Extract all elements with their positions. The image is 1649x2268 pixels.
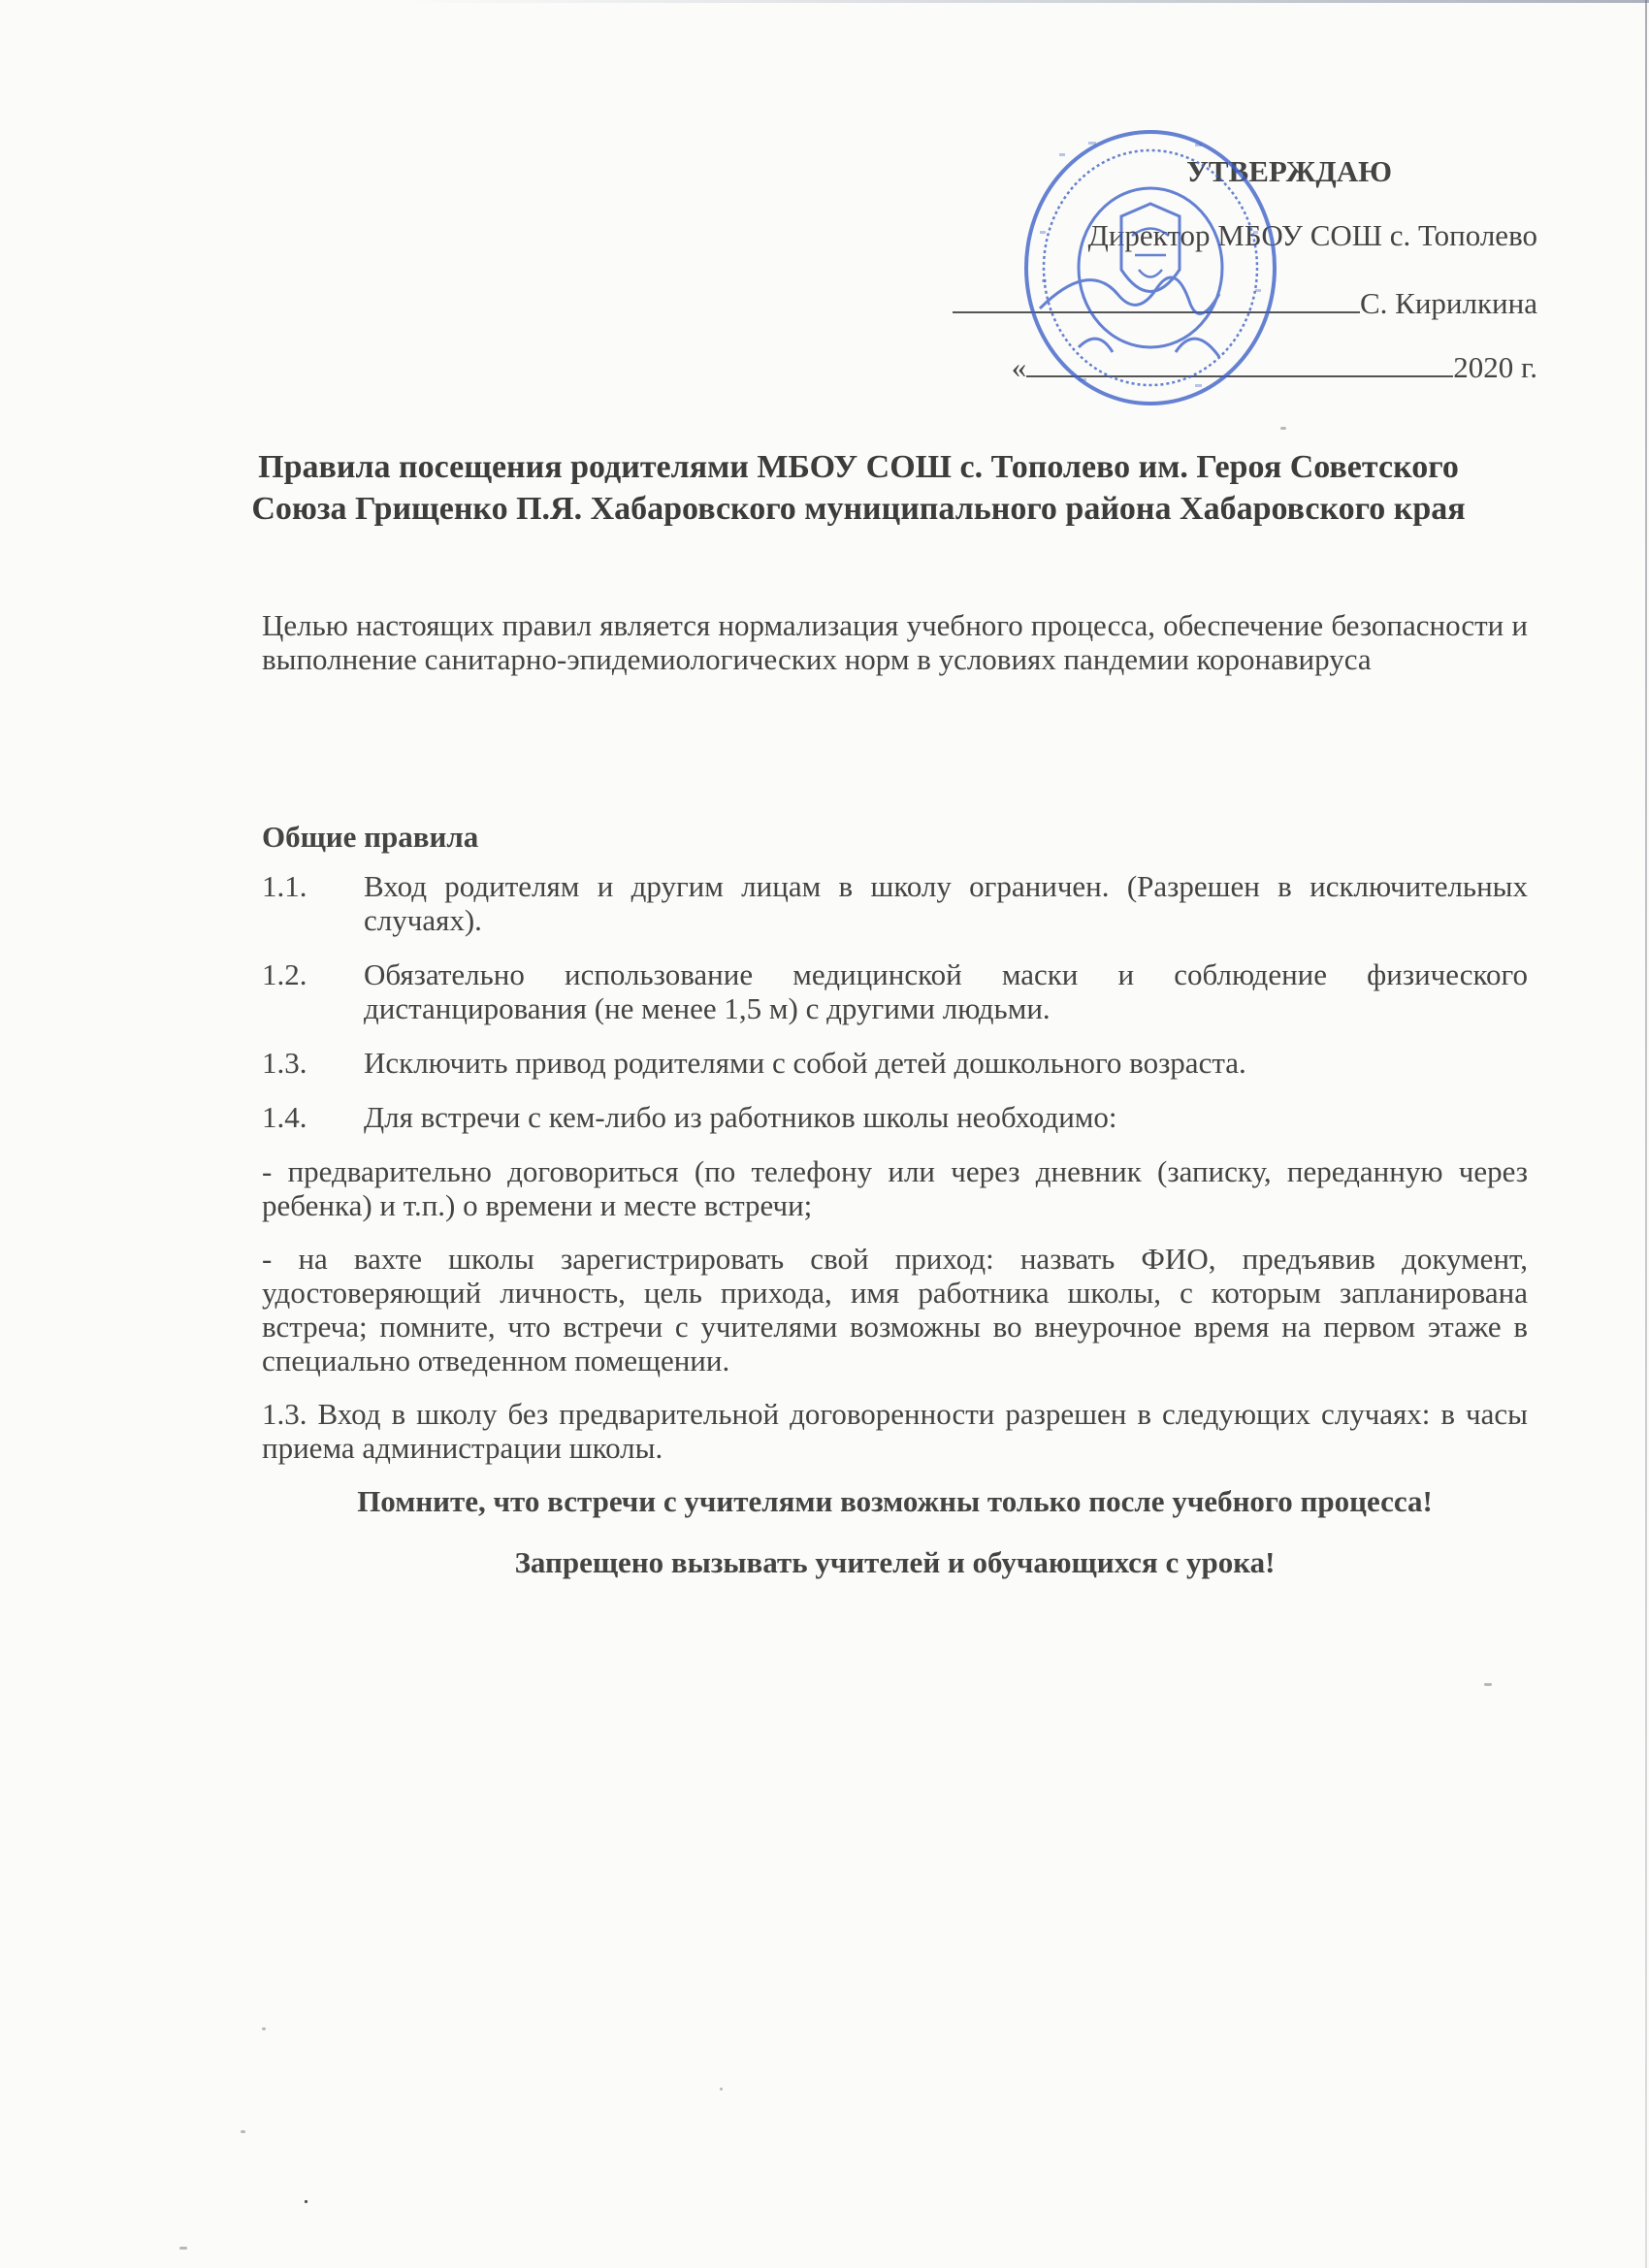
list-item <box>262 1100 1528 1134</box>
intro-paragraph: Целью настоящих правил является нормализация учебного процесса, обеспечение безопасности и выполнение санитарно-эпидемиологических норм в условиях пандемии коронавируса <box>262 608 1528 676</box>
signature-underline <box>953 278 1360 313</box>
approval-head: УТВЕРЖДАЮ <box>1186 154 1392 188</box>
scan-speck <box>179 2247 187 2250</box>
list-item-text: Вход родителям и другим лицам в школу ограничен. (Разрешен в исключительных случаях). <box>364 869 1528 937</box>
document-title: Правила посещения родителями МБОУ СОШ с. Тополево им. Героя Советского Союза Грищенко П.Я. Хабаровского муниципального района Хабаровского края <box>251 449 1466 527</box>
list-item-number: 1.4. <box>262 1100 307 1134</box>
dash-paragraph-register: - на вахте школы зарегистрировать свой приход: назвать ФИО, предъявив документ, удостоверяющий личность, цель прихода, имя работника школы, с которым запланирована встреча; помните, что встречи с учителями возможны во внеурочное время на первом этаже в специально отведенном помещении. <box>262 1242 1528 1377</box>
scan-edge-top <box>407 0 1649 3</box>
list-item-number: 1.1. <box>262 869 307 903</box>
list-item-text: Обязательно использование медицинской маски и соблюдение физического дистанцирования (не менее 1,5 м) с другими людьми. <box>364 957 1528 1025</box>
list-item-number: 1.3. <box>262 1046 307 1080</box>
notice-no-calling-from-lessons: Запрещено вызывать учителей и обучающихся с урока! <box>514 1545 1276 1579</box>
list-item-text: Для встречи с кем-либо из работников школы необходимо: <box>364 1100 1117 1134</box>
list-item-number: 1.2. <box>262 957 307 991</box>
list-item <box>262 1046 1528 1080</box>
notice-after-lessons: Помните, что встречи с учителями возможны только после учебного процесса! <box>357 1484 1433 1518</box>
scan-speck <box>1484 1683 1492 1686</box>
scan-speck <box>262 2027 266 2030</box>
approval-date-open: « <box>1011 350 1027 384</box>
scan-edge-right <box>1645 0 1647 2268</box>
approval-signature-line <box>953 275 1537 332</box>
dash-paragraph-arrange: - предварительно договориться (по телефону или через дневник (записку, переданную через ребенка) и т.п.) о времени и месте встречи; <box>262 1154 1528 1222</box>
paragraph-entry-without-arrangement: 1.3. Вход в школу без предварительной договоренности разрешен в следующих случаях: в часы приема администрации школы. <box>262 1397 1528 1465</box>
scan-speck <box>720 2088 723 2090</box>
scan-speck <box>1280 427 1286 430</box>
scan-speck <box>241 2130 245 2133</box>
approval-date-line <box>1012 340 1537 396</box>
document-body <box>262 608 1528 1579</box>
approval-position: Директор МБОУ СОШ с. Тополево <box>1087 218 1537 252</box>
list-item-text: Исключить привод родителями с собой детей дошкольного возраста. <box>364 1046 1246 1080</box>
trailing-dot: . <box>303 2180 309 2210</box>
date-underline <box>1026 342 1453 377</box>
list-item <box>262 957 1528 1025</box>
section-title-general: Общие правила <box>262 820 479 854</box>
list-item <box>262 869 1528 937</box>
approval-signature-name: С. Кирилкина <box>1359 286 1537 320</box>
approval-date-year: 2020 г. <box>1453 350 1537 384</box>
